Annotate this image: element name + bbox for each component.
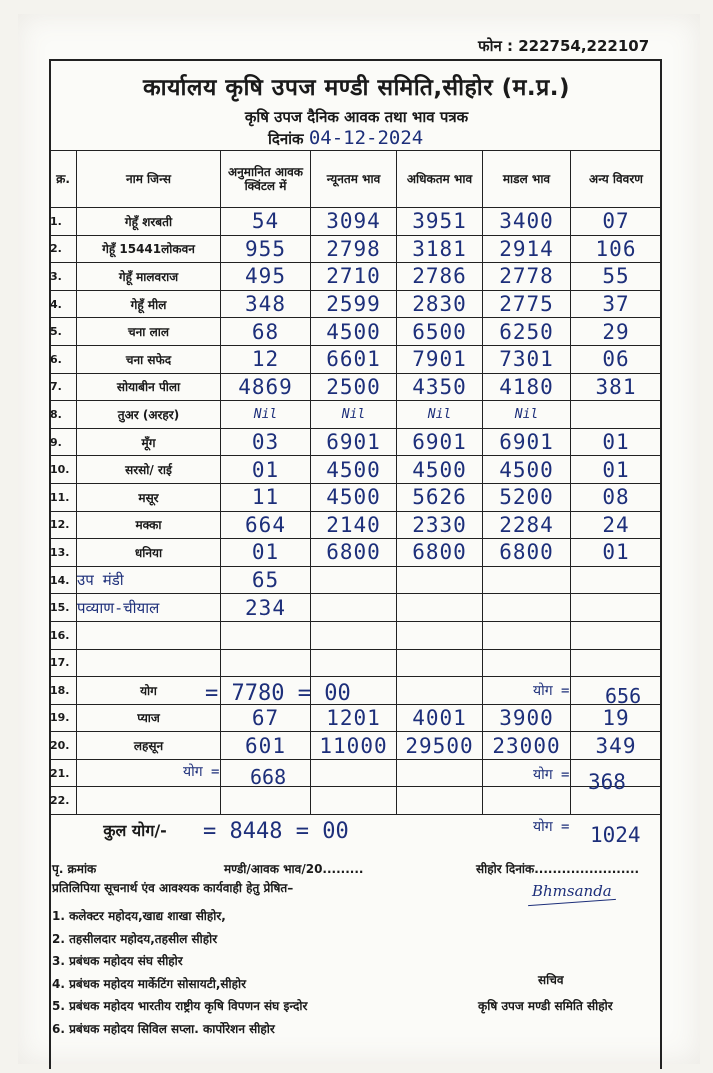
- table-row: [50, 539, 662, 567]
- committee-label: कृषि उपज मण्डी समिति सीहोर: [478, 999, 613, 1013]
- cell-model: 6901: [483, 428, 571, 456]
- cell-max: [397, 787, 483, 815]
- date-value: 04-12-2024: [308, 127, 424, 149]
- cell-other: [571, 566, 662, 594]
- table-row: [50, 511, 662, 539]
- cell-other: 37: [571, 290, 662, 318]
- row-serial: 1.: [50, 208, 77, 236]
- cell-max: [397, 759, 483, 787]
- ref-number: पृ. क्रमांक: [52, 862, 97, 876]
- cell-max: 5626: [397, 483, 483, 511]
- cell-min: 4500: [311, 483, 397, 511]
- yog-total: = 7780 = 00: [205, 681, 351, 706]
- cell-min: 3094: [311, 208, 397, 236]
- table-row: [50, 566, 662, 594]
- cell-arrival: 12: [221, 345, 311, 373]
- row-serial: 3.: [50, 263, 77, 291]
- cell-model: [483, 621, 571, 649]
- table-row: [50, 401, 662, 429]
- row-serial: 21.: [50, 759, 77, 787]
- cell-max: [397, 594, 483, 622]
- cell-max: [397, 621, 483, 649]
- cell-min: 2140: [311, 511, 397, 539]
- col-header: क्र.: [50, 151, 77, 208]
- forward-note: प्रतिलिपिया सूचनार्थ एंव आवश्यक कार्यवाही हेतु प्रेषित–: [52, 881, 294, 895]
- cell-min: [311, 621, 397, 649]
- commodity-name: [77, 787, 221, 815]
- table-row: [50, 373, 662, 401]
- table-row: [50, 594, 662, 622]
- cell-arrival: 664: [221, 511, 311, 539]
- col-header: अधिकतम भाव: [397, 151, 483, 208]
- row-serial: 14.: [50, 566, 77, 594]
- cell-other: 29: [571, 318, 662, 346]
- cell-min: 6601: [311, 345, 397, 373]
- table-row: [50, 456, 662, 484]
- cell-other: 381: [571, 373, 662, 401]
- cell-min: 4500: [311, 456, 397, 484]
- cell-model: [483, 787, 571, 815]
- commodity-name: प्याज: [77, 704, 221, 732]
- commodity-name: गेहूँ मील: [77, 290, 221, 318]
- cell-max: 3181: [397, 235, 483, 263]
- cell-model: 6800: [483, 539, 571, 567]
- ref-mid: मण्डी/आवक भाव/20.........: [224, 862, 364, 876]
- yog-other-1: 656: [605, 684, 642, 708]
- frame-top: [49, 59, 661, 61]
- cell-other: [571, 649, 662, 677]
- table-row: [50, 208, 662, 236]
- ref-date: सीहोर दिनांक.......................: [476, 862, 640, 876]
- row-serial: 20.: [50, 732, 77, 760]
- kul-other: 1024: [590, 823, 641, 847]
- table-row: [50, 290, 662, 318]
- commodity-name: योग: [77, 677, 221, 705]
- table-header-row: [50, 151, 662, 208]
- cell-model: 5200: [483, 483, 571, 511]
- cell-arrival: 54: [221, 208, 311, 236]
- row-serial: 8.: [50, 401, 77, 429]
- office-title: कार्यालय कृषि उपज मण्डी समिति,सीहोर (म.प्र.): [143, 75, 570, 101]
- commodity-name: तुअर (अरहर): [77, 401, 221, 429]
- cell-max: 4001: [397, 704, 483, 732]
- row-serial: 4.: [50, 290, 77, 318]
- cell-other: 01: [571, 539, 662, 567]
- cell-min: 4500: [311, 318, 397, 346]
- cell-min: [311, 594, 397, 622]
- recipient-item: 6. प्रबंधक महोदय सिविल सप्ला. कार्पोरेशन सीहोर: [52, 1021, 275, 1036]
- cell-max: 2830: [397, 290, 483, 318]
- cell-model: 23000: [483, 732, 571, 760]
- cell-min: 2710: [311, 263, 397, 291]
- cell-max: 6901: [397, 428, 483, 456]
- cell-other: [571, 401, 662, 429]
- col-header: माडल भाव: [483, 151, 571, 208]
- cell-arrival: 03: [221, 428, 311, 456]
- cell-arrival: 01: [221, 539, 311, 567]
- cell-model: 3400: [483, 208, 571, 236]
- cell-model: 7301: [483, 345, 571, 373]
- commodity-name: गेहूँ 15441लोकवन: [77, 235, 221, 263]
- cell-max: 7901: [397, 345, 483, 373]
- table-row: [50, 787, 662, 815]
- cell-arrival: 348: [221, 290, 311, 318]
- commodity-name: [77, 649, 221, 677]
- commodity-name: मसूर: [77, 483, 221, 511]
- table-row: [50, 235, 662, 263]
- col-header: अन्य विवरण: [571, 151, 662, 208]
- row-serial: 11.: [50, 483, 77, 511]
- table-row: [50, 483, 662, 511]
- commodity-name: मूँग: [77, 428, 221, 456]
- yog-other-3: 368: [588, 770, 626, 794]
- cell-model: 2284: [483, 511, 571, 539]
- cell-other: [571, 621, 662, 649]
- commodity-name: मक्का: [77, 511, 221, 539]
- yog-label-2: योग =: [183, 764, 220, 780]
- cell-arrival: 601: [221, 732, 311, 760]
- cell-max: 29500: [397, 732, 483, 760]
- cell-max: 6500: [397, 318, 483, 346]
- cell-min: [311, 759, 397, 787]
- cell-model: 2914: [483, 235, 571, 263]
- commodity-name: उप मंडी: [77, 566, 221, 594]
- commodity-name: चना लाल: [77, 318, 221, 346]
- recipient-item: 4. प्रबंधक महोदय मार्केटिंग सोसायटी,सीहोर: [52, 976, 247, 991]
- recipient-item: 5. प्रबंधक महोदय भारतीय राष्ट्रीय कृषि विपणन संघ इन्दोर: [52, 999, 308, 1013]
- row-serial: 22.: [50, 787, 77, 815]
- cell-max: 6800: [397, 539, 483, 567]
- cell-other: 24: [571, 511, 662, 539]
- row-serial: 9.: [50, 428, 77, 456]
- cell-other: 19: [571, 704, 662, 732]
- recipient-item: 3. प्रबंधक महोदय संघ सीहोर: [52, 954, 183, 968]
- cell-arrival: 65: [221, 566, 311, 594]
- commodity-name: पव्याण-चीयाल: [77, 594, 221, 622]
- cell-model: 2775: [483, 290, 571, 318]
- row-serial: 17.: [50, 649, 77, 677]
- cell-model: 2778: [483, 263, 571, 291]
- grand-total-label: कुल योग/-: [50, 815, 221, 845]
- recipient-item: 1. कलेक्टर महोदय,खाद्य शाखा सीहोर,: [52, 909, 226, 923]
- commodity-name: सरसो/ राई: [77, 456, 221, 484]
- cell-min: Nil: [311, 401, 397, 429]
- cell-min: 2500: [311, 373, 397, 401]
- cell-arrival: 01: [221, 456, 311, 484]
- yog-label-4: योग =: [533, 819, 570, 835]
- commodity-name: धनिया: [77, 539, 221, 567]
- cell-other: 07: [571, 208, 662, 236]
- phone-number: फोन : 222754,222107: [478, 37, 650, 55]
- cell-min: 1201: [311, 704, 397, 732]
- table-row: [50, 621, 662, 649]
- commodity-name: चना सफेद: [77, 345, 221, 373]
- cell-min: [311, 787, 397, 815]
- cell-model: 4500: [483, 456, 571, 484]
- commodity-name: सोयाबीन पीला: [77, 373, 221, 401]
- cell-arrival: 955: [221, 235, 311, 263]
- signature: Bhmsanda: [532, 882, 612, 900]
- cell-other: 01: [571, 456, 662, 484]
- cell-max: [397, 677, 483, 705]
- cell-max: 3951: [397, 208, 483, 236]
- col-header: अनुमानित आवक क्विंटल में: [221, 151, 311, 208]
- cell-min: 6800: [311, 539, 397, 567]
- cell-other: 01: [571, 428, 662, 456]
- rates-table: [49, 150, 662, 845]
- table-row: [50, 649, 662, 677]
- commodity-name: गेहूँ मालवराज: [77, 263, 221, 291]
- row-serial: 5.: [50, 318, 77, 346]
- row-serial: 18.: [50, 677, 77, 705]
- cell-arrival: 11: [221, 483, 311, 511]
- date-row: [268, 127, 423, 149]
- cell-max: 2786: [397, 263, 483, 291]
- cell-arrival: [221, 621, 311, 649]
- date-label: दिनांक: [268, 130, 304, 148]
- row-serial: 10.: [50, 456, 77, 484]
- yog-label-1: योग =: [533, 683, 570, 699]
- table-row: [50, 318, 662, 346]
- row-serial: 19.: [50, 704, 77, 732]
- cell-arrival: 68: [221, 318, 311, 346]
- cell-arrival: Nil: [221, 401, 311, 429]
- table-row: [50, 428, 662, 456]
- commodity-name: [77, 621, 221, 649]
- cell-max: 4350: [397, 373, 483, 401]
- commodity-name: लहसून: [77, 732, 221, 760]
- cell-model: 3900: [483, 704, 571, 732]
- kul-total: = 8448 = 00: [203, 819, 349, 844]
- cell-model: 6250: [483, 318, 571, 346]
- cell-max: [397, 649, 483, 677]
- row-serial: 7.: [50, 373, 77, 401]
- cell-arrival: 67: [221, 704, 311, 732]
- cell-max: 4500: [397, 456, 483, 484]
- recipient-item: 2. तहसीलदार महोदय,तहसील सीहोर: [52, 931, 218, 946]
- cell-model: [483, 649, 571, 677]
- report-subtitle: कृषि उपज दैनिक आवक तथा भाव पत्रक: [244, 108, 469, 126]
- row-serial: 12.: [50, 511, 77, 539]
- row-serial: 2.: [50, 235, 77, 263]
- cell-max: Nil: [397, 401, 483, 429]
- cell-other: 06: [571, 345, 662, 373]
- table-row: [50, 345, 662, 373]
- table-row: [50, 704, 662, 732]
- row-serial: 16.: [50, 621, 77, 649]
- table-row: [50, 263, 662, 291]
- cell-other: 106: [571, 235, 662, 263]
- cell-min: 6901: [311, 428, 397, 456]
- cell-min: 2599: [311, 290, 397, 318]
- cell-max: [397, 566, 483, 594]
- cell-other: 08: [571, 483, 662, 511]
- cell-other: [571, 594, 662, 622]
- commodity-name: गेहूँ शरबती: [77, 208, 221, 236]
- col-header: नाम जिन्स: [77, 151, 221, 208]
- cell-max: 2330: [397, 511, 483, 539]
- cell-arrival: 495: [221, 263, 311, 291]
- row-serial: 6.: [50, 345, 77, 373]
- cell-model: 4180: [483, 373, 571, 401]
- cell-model: Nil: [483, 401, 571, 429]
- cell-min: 2798: [311, 235, 397, 263]
- cell-min: [311, 649, 397, 677]
- cell-model: [483, 566, 571, 594]
- cell-model: [483, 594, 571, 622]
- cell-arrival: 4869: [221, 373, 311, 401]
- cell-arrival: [221, 649, 311, 677]
- table-row: [50, 732, 662, 760]
- yog-label-3: योग =: [533, 767, 570, 783]
- cell-other: 55: [571, 263, 662, 291]
- row-serial: 15.: [50, 594, 77, 622]
- cell-arrival: [221, 787, 311, 815]
- secretary-label: सचिव: [538, 973, 564, 987]
- yog-arrival-2: 668: [250, 765, 287, 789]
- col-header: न्यूनतम भाव: [311, 151, 397, 208]
- cell-min: [311, 566, 397, 594]
- cell-min: 11000: [311, 732, 397, 760]
- cell-other: 349: [571, 732, 662, 760]
- row-serial: 13.: [50, 539, 77, 567]
- cell-arrival: 234: [221, 594, 311, 622]
